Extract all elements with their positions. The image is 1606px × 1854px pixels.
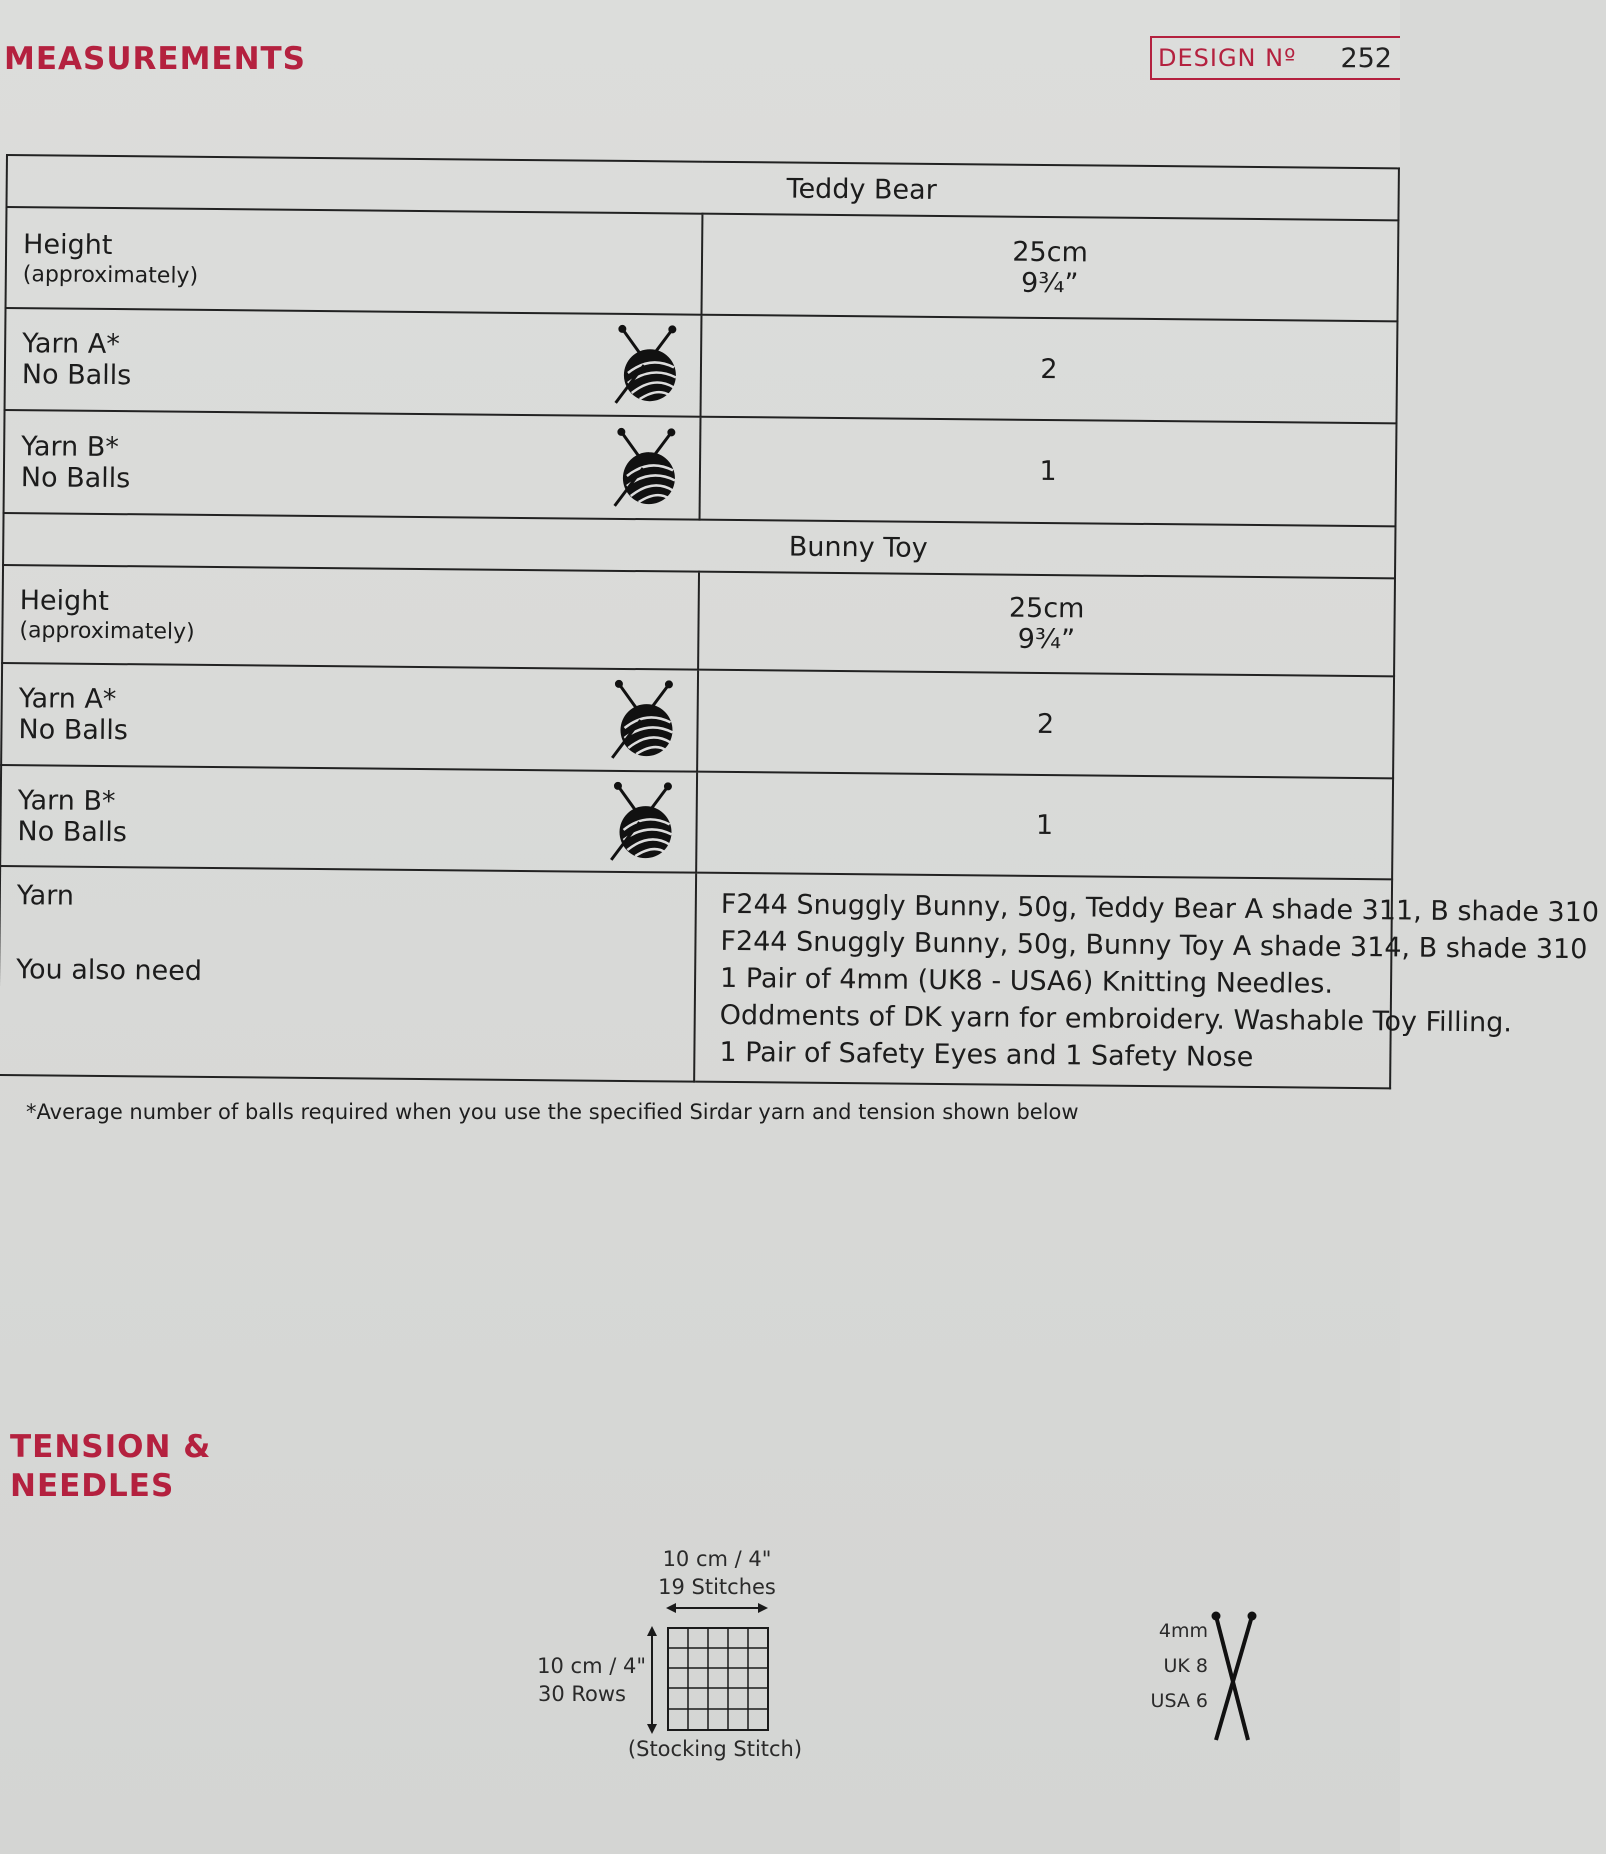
tension-heading [10,1428,211,1506]
crossed-needles-icon [1208,1610,1258,1744]
yarn-ball-with-needles-icon [613,427,680,508]
bunny-height-sub: (approximately) [19,618,195,645]
tension-stitch-type: (Stocking Stitch) [627,1737,803,1761]
teddy-yarn-b-row [4,410,1397,526]
teddy-height-label-cell [6,207,703,315]
materials-line: F244 Snuggly Bunny, 50g, Bunny Toy A shade 314, B shade 310 [720,925,1588,966]
teddy-height-row [6,207,1399,321]
materials-list-cell [694,873,1600,1089]
needle-size-uk: UK 8 [1163,1655,1208,1677]
yarn-label: Yarn [16,880,75,912]
bunny-height-in: 9¾” [1017,623,1076,656]
tension-height-measure: 10 cm / 4" [537,1654,646,1678]
materials-line: Oddments of DK yarn for embroidery. Washable Toy Filling. [719,999,1513,1039]
materials-line: 1 Pair of 4mm (UK8 - USA6) Knitting Needles. [719,962,1334,1000]
design-number: 252 [1340,42,1392,74]
bunny-title: Bunny Toy [788,531,928,564]
bunny-yarn-a-row [1,663,1394,778]
teddy-height-value-cell [701,214,1398,322]
tension-heading-line2: NEEDLES [10,1468,175,1504]
bunny-yarn-b-label: Yarn B* [17,784,116,817]
bunny-height-label: Height [19,585,110,618]
teddy-yarn-b-value: 1 [700,417,1397,527]
materials-line: F244 Snuggly Bunny, 50g, Teddy Bear A shade 311, B shade 310 [720,888,1600,929]
teddy-height-in: 9¾” [1020,267,1079,299]
bunny-yarn-a-value: 2 [697,670,1394,779]
needle-size-mm: 4mm [1158,1620,1208,1642]
bunny-height-row [2,565,1395,676]
yarn-ball-with-needles-icon [610,680,677,761]
materials-row [0,866,1392,1088]
tension-width-measure: 10 cm / 4" [662,1547,772,1571]
materials-label-cell [0,866,696,1082]
teddy-height-label: Height [22,228,113,261]
bunny-yarn-a-label-cell [1,663,698,772]
bunny-yarn-b-label-cell [0,765,697,873]
teddy-yarn-b-label-cell [4,410,701,520]
teddy-height-cm: 25cm [1012,236,1089,268]
yarn-ball-with-needles-icon [609,781,676,862]
yarn-ball-with-needles-icon [614,325,681,406]
tension-rows: 30 Rows [537,1682,626,1706]
tension-stitches: 19 Stitches [658,1575,776,1599]
materials-line: 1 Pair of Safety Eyes and 1 Safety Nose [719,1036,1254,1074]
bunny-height-label-cell [2,565,699,670]
measurements-table [0,154,1600,1089]
also-need-label: You also need [16,954,203,987]
measurements-heading: MEASUREMENTS [4,41,307,77]
design-label: DESIGN Nº [1158,44,1297,72]
tension-heading-line1: TENSION & [10,1429,212,1465]
bunny-yarn-a-balls-label: No Balls [18,714,129,747]
teddy-yarn-a-label: Yarn A* [22,328,120,361]
teddy-yarn-a-label-cell [5,308,702,417]
teddy-title: Teddy Bear [786,172,937,206]
bunny-yarn-b-balls-label: No Balls [17,815,128,848]
teddy-yarn-a-row [5,308,1398,423]
bunny-height-value-cell [698,572,1395,677]
teddy-yarn-b-balls-label: No Balls [20,461,131,494]
needle-size-usa: USA 6 [1150,1690,1208,1712]
tension-square-icon [640,1600,780,1736]
teddy-yarn-a-balls-label: No Balls [21,359,132,392]
footnote: *Average number of balls required when you use the specified Sirdar yarn and tension shown below [26,1100,1079,1124]
bunny-height-cm: 25cm [1008,592,1085,625]
teddy-yarn-a-value: 2 [701,315,1398,424]
teddy-yarn-b-label: Yarn B* [21,430,120,463]
bunny-yarn-a-label: Yarn A* [18,683,117,716]
design-number-box [1150,36,1400,80]
bunny-yarn-b-row [0,765,1393,879]
bunny-yarn-b-value: 1 [696,772,1393,880]
teddy-height-sub: (approximately) [22,261,199,289]
